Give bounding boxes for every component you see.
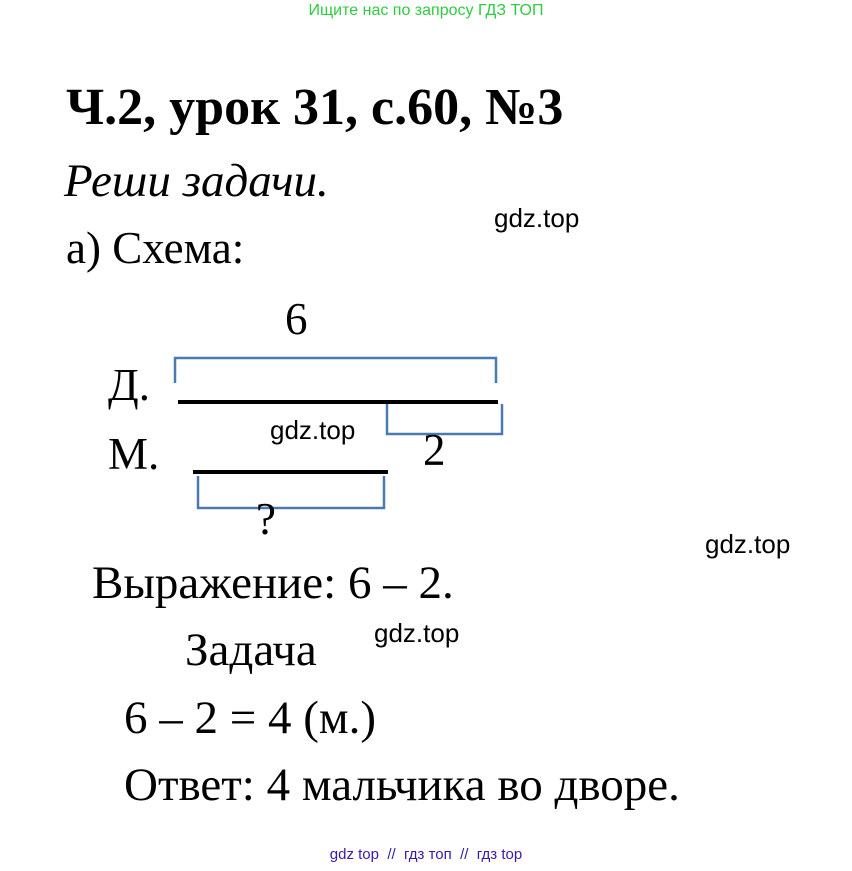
difference-value-label: 2 [423, 425, 446, 475]
row1-label: Д. [108, 360, 150, 410]
calculation-line: 6 – 2 = 4 (м.) [124, 692, 377, 744]
page-title: Ч.2, урок 31, с.60, №3 [66, 79, 564, 136]
search-hint-note: Ищите нас по запросу ГДЗ ТОП [308, 2, 544, 19]
expression-line: Выражение: 6 – 2. [92, 557, 454, 609]
task-instruction: Реши задачи. [64, 155, 329, 207]
watermark: gdz.top [374, 618, 460, 648]
watermark: gdz.top [494, 203, 580, 233]
total-bracket [175, 358, 496, 383]
answer-line: Ответ: 4 мальчика во дворе. [124, 759, 680, 811]
unknown-value-label: ? [256, 494, 276, 544]
watermark: gdz.top [270, 415, 356, 445]
task-label: Задача [185, 624, 317, 676]
watermark: gdz.top [705, 529, 791, 559]
total-value-label: 6 [285, 294, 308, 344]
row2-label: М. [108, 429, 160, 479]
unknown-bracket [198, 476, 384, 508]
part-a-heading: а) Схема: [66, 223, 245, 273]
footer-watermark: gdz top // гдз топ // гдз top [329, 846, 523, 863]
